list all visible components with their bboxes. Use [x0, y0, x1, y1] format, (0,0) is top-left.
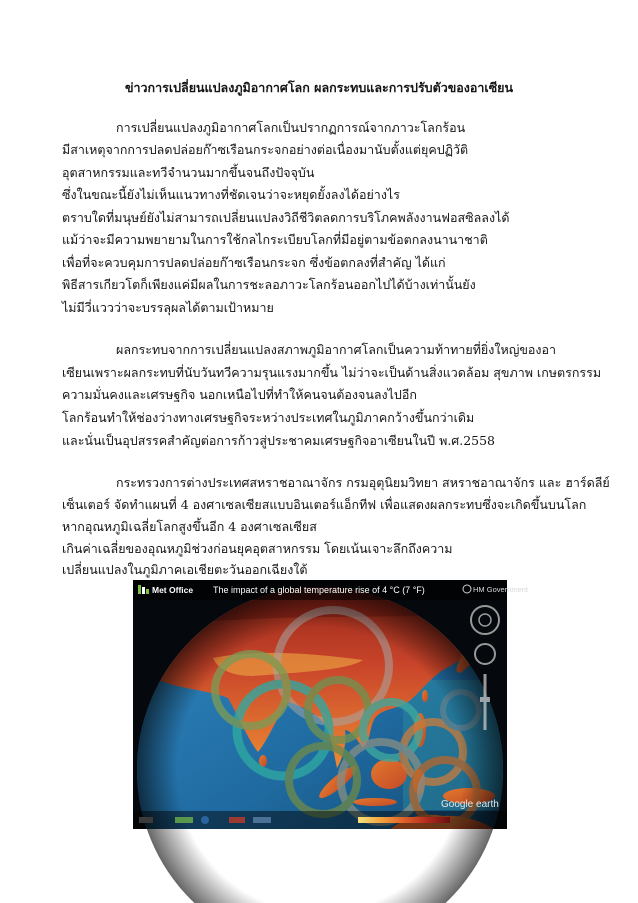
partner-logo-2 — [175, 817, 193, 823]
paragraph-1-line-7: เพื่อที่จะควบคุมการปลดปล่อยก๊าซเรือนกระจก ซึ่งข้อตกลงที่สำคัญ ได้แก่ — [62, 255, 446, 270]
paragraph-2-line-1: ผลกระทบจากการเปลี่ยนแปลงสภาพภูมิอากาศโลกเป็นความท้าทายที่ยิ่งใหญ่ของอา — [116, 342, 557, 357]
paragraph-2-line-4: โลกร้อนทำให้ช่องว่างทางเศรษฐกิจระหว่างประเทศในภูมิภาคกว้างขึ้นกว่าเดิม — [62, 410, 475, 425]
temperature-colorbar — [358, 817, 450, 823]
embedded-map-figure — [133, 580, 529, 829]
paragraph-1-line-5: ตราบใดที่มนุษย์ยังไม่สามารถเปลี่ยนแปลงวิถีชีวิตลดการบริโภคพลังงานฟอสซิลลงได้ — [62, 210, 510, 225]
met-office-logo-bar-3 — [146, 589, 149, 594]
zoom-slider-knob — [480, 697, 490, 702]
map-title: The impact of a global temperature rise of 4 °C (7 °F) — [213, 585, 425, 595]
paragraph-1-line-3: อุตสาหกรรมและทวีจำนวนมากขึ้นจนถึงปัจจุบัน — [62, 165, 315, 180]
hm-government-text: HM Government — [473, 585, 529, 594]
met-office-logo-bar-1 — [138, 585, 141, 594]
paragraph-3-line-4: เกินค่าเฉลี่ยของอุณหภูมิช่วงก่อนยุคอุตสาหกรรม โดยเน้นเจาะลึกถึงความ — [62, 541, 453, 556]
partner-logo-3 — [201, 816, 209, 824]
paragraph-3-line-5: เปลี่ยนแปลงในภูมิภาคเอเชียตะวันออกเฉียงใต้ — [62, 562, 308, 577]
paragraph-3-line-2: เซ็นเตอร์ จัดทำแผนที่ 4 องศาเซลเซียสแบบอินเตอร์แอ็กทีฟ เพื่อแสดงผลกระทบซึ่งจะเกิดขึ้นบนโลก — [62, 497, 587, 512]
google-earth-brand: Google earth — [441, 799, 499, 810]
partner-logo-4 — [229, 817, 245, 823]
paragraph-3-line-1: กระทรวงการต่างประเทศสหราชอาณาจักร กรมอุตุนิยมวิทยา สหราชอาณาจักร และ ฮาร์ดลีย์ — [116, 475, 610, 490]
map-graphic — [133, 580, 529, 829]
paragraph-1-line-4: ซึ่งในขณะนี้ยังไม่เห็นแนวทางที่ชัดเจนว่าจะหยุดยั้งลงได้อย่างไร — [62, 187, 400, 202]
paragraph-1-line-8: พิธีสารเกียวโตก็เพียงแค่มีผลในการชะลอภาวะโลกร้อนออกไปได้บ้างเท่านั้นยัง — [62, 277, 476, 292]
met-office-logo-bar-2 — [142, 587, 145, 594]
page-title: ข่าวการเปลี่ยนแปลงภูมิอากาศโลก ผลกระทบและการปรับตัวของอาเซียน — [124, 80, 514, 95]
hm-government-logo — [463, 585, 529, 594]
paragraph-2-line-2: เซียนเพราะผลกระทบที่นับวันทวีความรุนแรงมากขึ้น ไม่ว่าจะเป็นด้านสิ่งแวดล้อม สุขภาพ เกษตรกรรม — [62, 365, 602, 380]
paragraph-3-line-3: หากอุณหภูมิเฉลี่ยโลกสูงขึ้นอีก 4 องศาเซลเซียส — [62, 519, 317, 534]
paragraph-2-line-3: ความมั่นคงและเศรษฐกิจ นอกเหนือไปที่ทำให้คนจนต้องจนลงไปอีก — [62, 387, 417, 402]
paragraph-1-line-6: แม้ว่าจะมีความพยายามในการใช้กลไกระเบียบโลกที่มีอยู่ตามข้อตกลงนานาชาติ — [62, 232, 488, 247]
paragraph-2-line-5: และนั่นเป็นอุปสรรคสำคัญต่อการก้าวสู่ประชาคมเศรษฐกิจอาเซียนในปี พ.ศ.2558 — [62, 433, 496, 448]
paragraph-1-line-1: การเปลี่ยนแปลงภูมิอากาศโลกเป็นปรากฏการณ์จากภาวะโลกร้อน — [116, 120, 466, 135]
paragraph-1-line-2: มีสาเหตุจากการปลดปล่อยก๊าซเรือนกระจกอย่างต่อเนื่องมานับตั้งแต่ยุคปฏิวัติ — [62, 142, 469, 157]
met-office-logo-text: Met Office — [152, 585, 194, 595]
partner-logo-5 — [253, 817, 271, 823]
partner-logo-1 — [139, 817, 153, 823]
paragraph-1-line-9: ไม่มีวี่แววว่าจะบรรลุผลได้ตามเป้าหมาย — [62, 300, 274, 315]
